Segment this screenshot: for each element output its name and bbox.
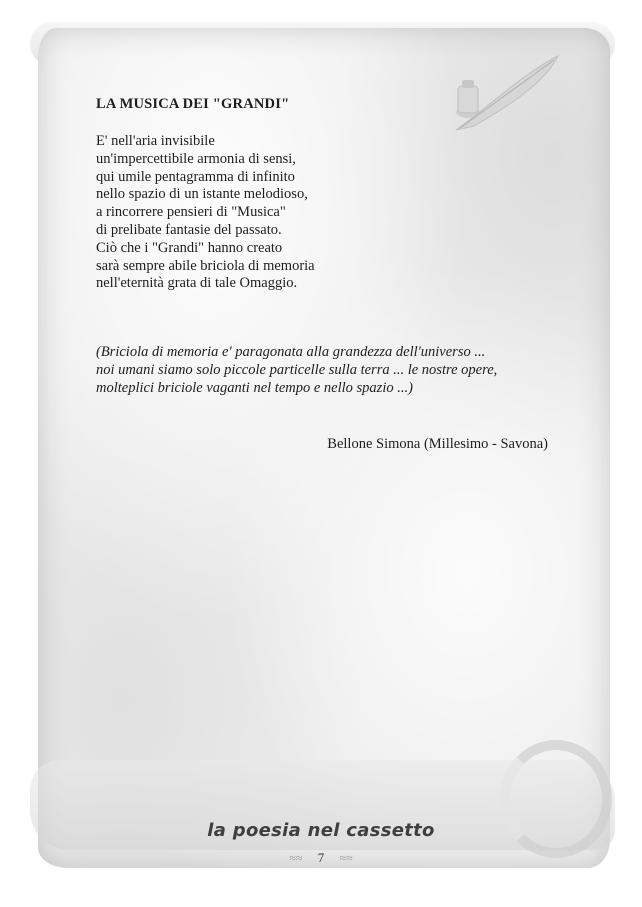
poem-line: a rincorrere pensieri di "Musica" [96,204,286,221]
poem-line: di prelibate fantasie del passato. [96,221,282,238]
publication-title: la poesia nel cassetto [207,820,435,841]
author-signature: Bellone Simona (Millesimo - Savona) [327,436,548,452]
swirl-ornament-icon: ≈≈ [289,851,303,865]
note-line: molteplici briciole vaganti nel tempo e nello spazio ...) [96,379,413,396]
page-number-row [0,850,642,866]
poem-block [96,96,566,293]
note-line: noi umani siamo solo piccole particelle sulla terra ... le nostre opere, [96,361,498,378]
poem-body [96,133,566,293]
poem-line: qui umile pentagramma di infinito [96,168,295,185]
poem-title: LA MUSICA DEI "GRANDI" [96,96,290,112]
swirl-ornament-icon: ≈≈ [339,851,353,865]
author-note [96,344,566,397]
poem-line: E' nell'aria invisibile [96,133,215,149]
poem-line: sarà sempre abile briciola di memoria [96,257,315,274]
page-number: 7 [317,850,325,865]
note-line: (Briciola di memoria e' paragonata alla grandezza dell'universo ... [96,344,486,360]
poem-line: un'impercettibile armonia di sensi, [96,150,296,167]
poem-line: nell'eternità grata di tale Omaggio. [96,275,298,292]
poem-line: nello spazio di un istante melodioso, [96,186,308,203]
poem-line: Ciò che i "Grandi" hanno creato [96,239,283,256]
